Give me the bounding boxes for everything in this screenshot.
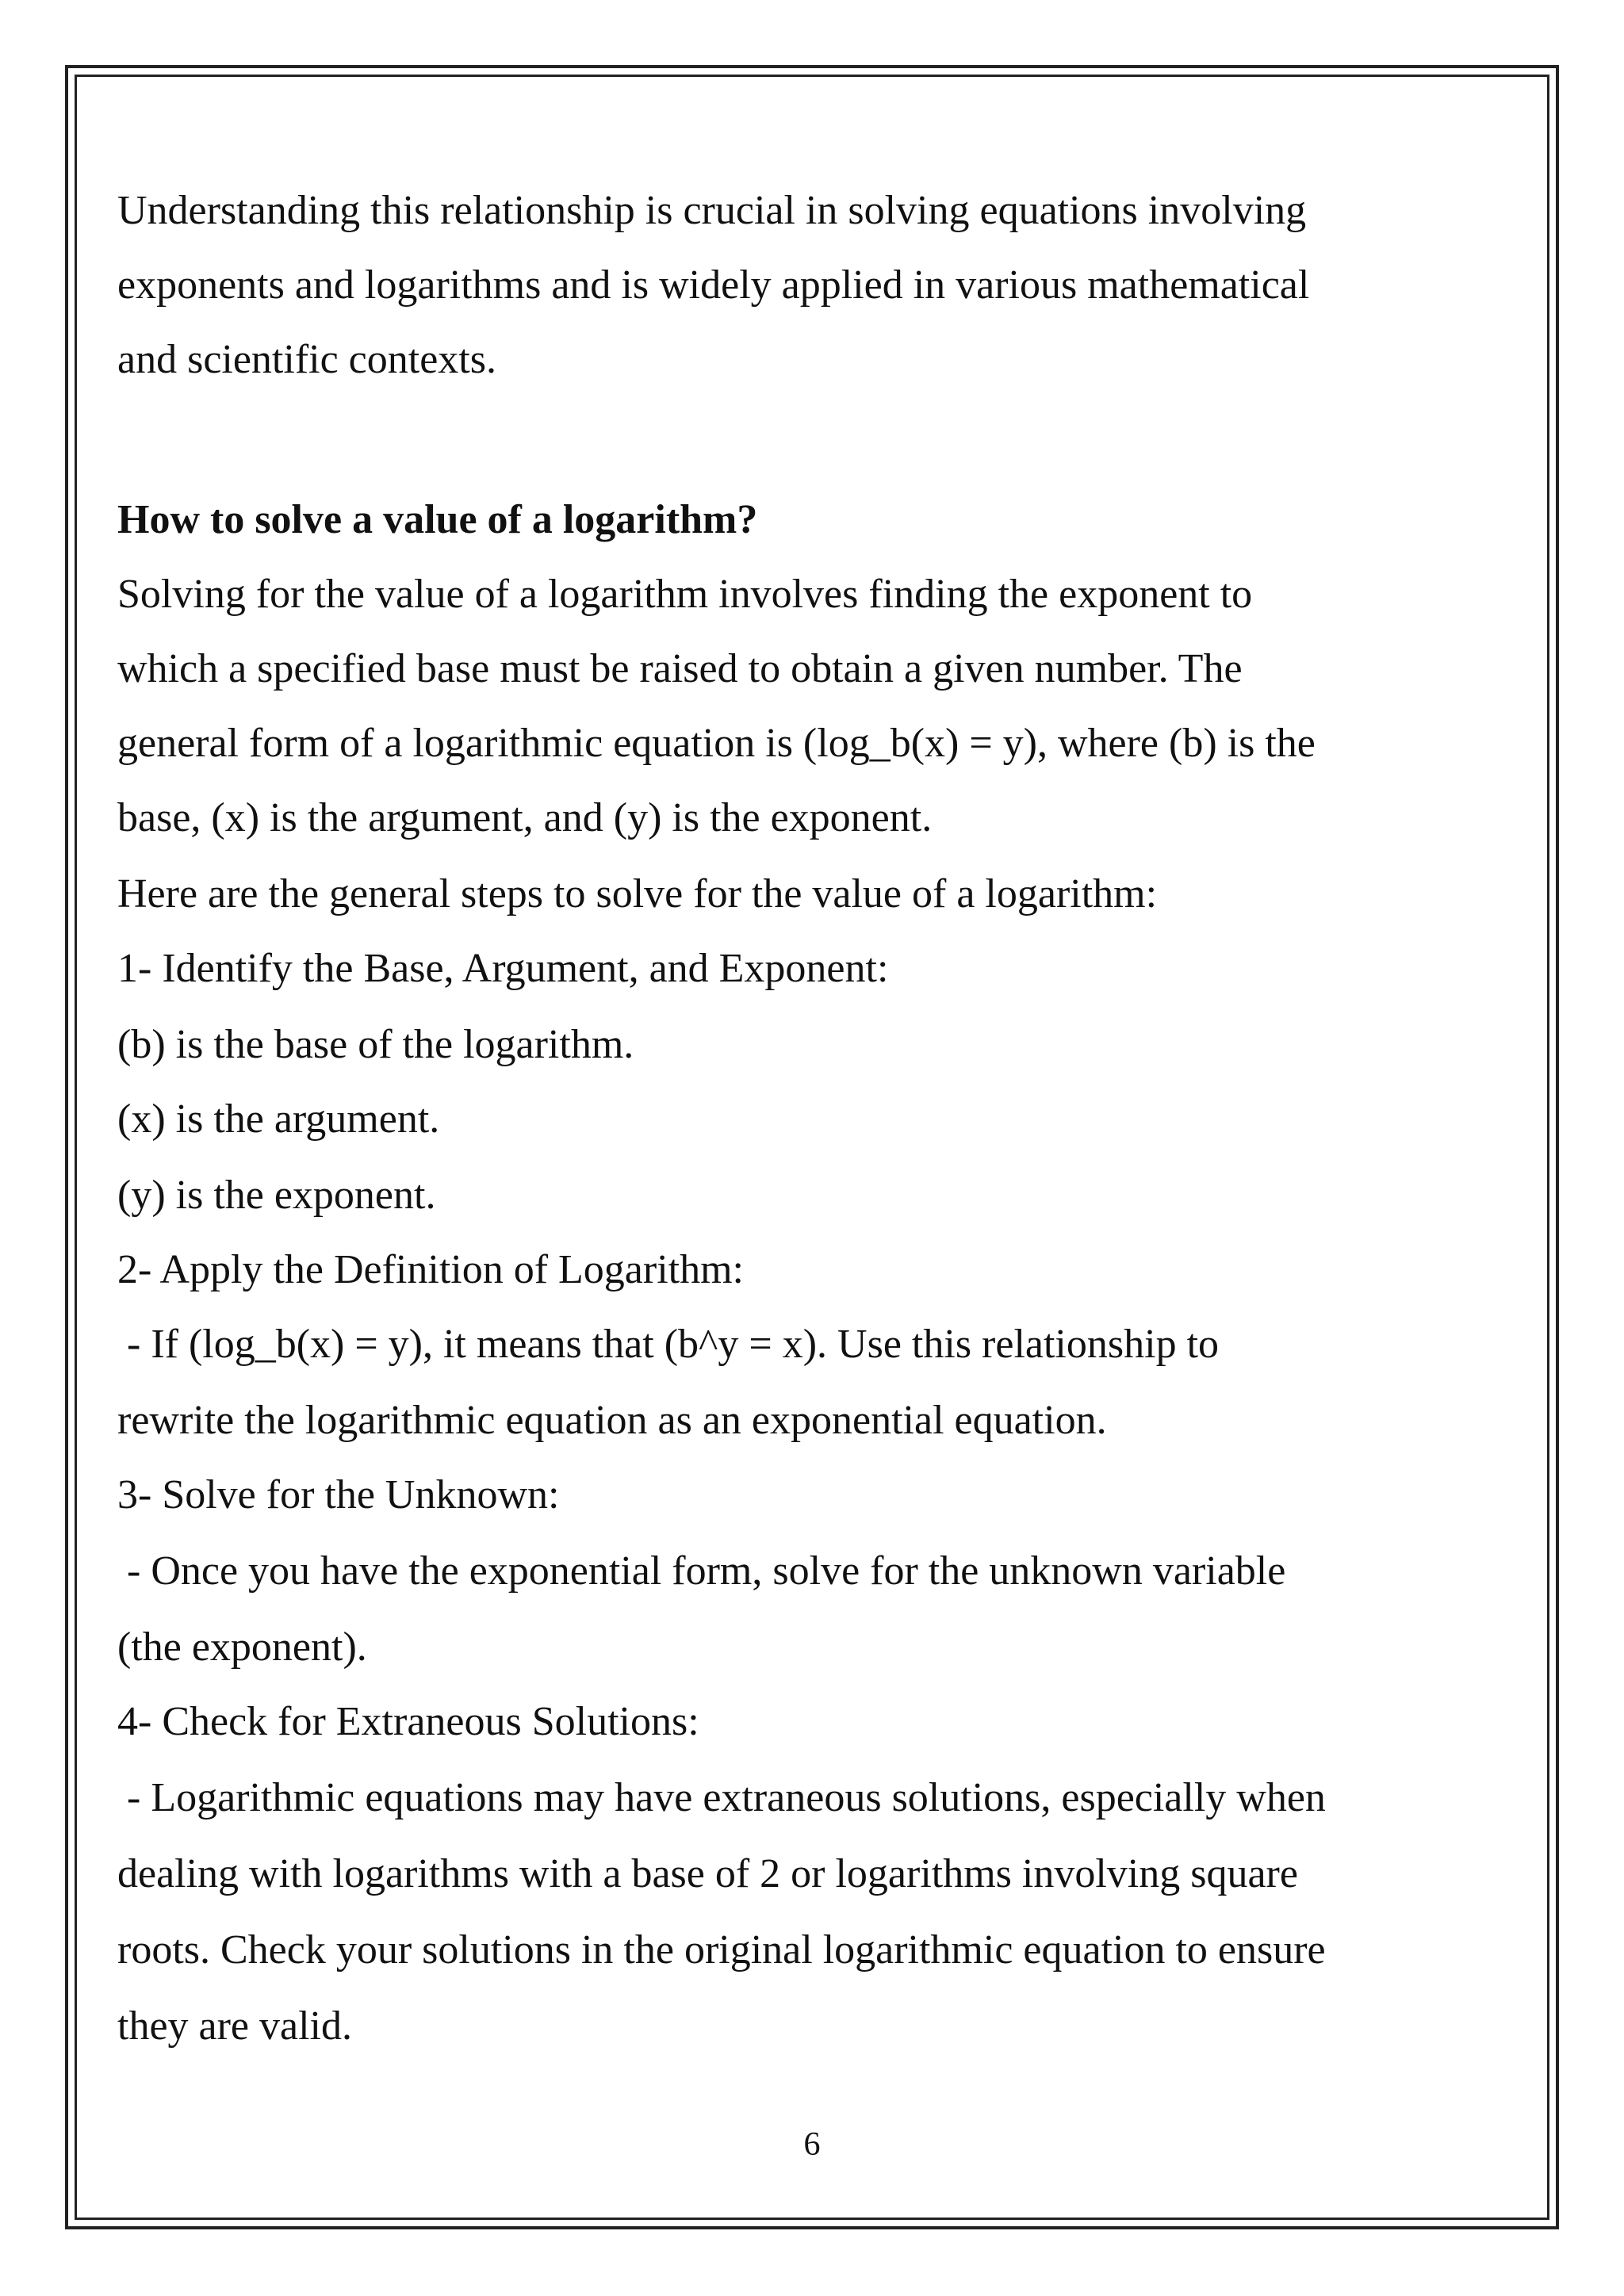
step1-item-argument: (x) is the argument. — [117, 1096, 440, 1142]
definition-line-1: Solving for the value of a logarithm involves finding the exponent to — [117, 572, 1253, 617]
step1-item-exponent: (y) is the exponent. — [117, 1173, 436, 1218]
intro-line-1: Understanding this relationship is crucial in solving equations involving — [117, 188, 1307, 233]
step3-continuation: (the exponent). — [117, 1624, 367, 1670]
page-number: 6 — [803, 2126, 821, 2163]
intro-line-3: and scientific contexts. — [117, 337, 496, 382]
step1-title: 1- Identify the Base, Argument, and Exponent: — [117, 946, 889, 991]
step2-title: 2- Apply the Definition of Logarithm: — [117, 1247, 744, 1292]
definition-line-4: base, (x) is the argument, and (y) is the exponent. — [117, 795, 933, 840]
step2-bullet: - If (log_b(x) = y), it means that (b^y = x). Use this relationship to — [127, 1322, 1220, 1367]
page-border-inner — [75, 75, 1549, 2220]
step4-title: 4- Check for Extraneous Solutions: — [117, 1699, 699, 1744]
step4-bullet: - Logarithmic equations may have extraneous solutions, especially when — [127, 1775, 1326, 1820]
step3-title: 3- Solve for the Unknown: — [117, 1472, 560, 1517]
intro-line-2: exponents and logarithms and is widely applied in various mathematical — [117, 262, 1310, 308]
definition-line-3: general form of a logarithmic equation is (log_b(x) = y), where (b) is the — [117, 721, 1316, 766]
step4-continuation-1: dealing with logarithms with a base of 2 or logarithms involving square — [117, 1851, 1298, 1896]
step1-item-base: (b) is the base of the logarithm. — [117, 1022, 634, 1067]
steps-intro: Here are the general steps to solve for the value of a logarithm: — [117, 871, 1158, 916]
definition-line-2: which a specified base must be raised to obtain a given number. The — [117, 646, 1243, 691]
step4-continuation-2: roots. Check your solutions in the original logarithmic equation to ensure — [117, 1927, 1326, 1973]
section-heading: How to solve a value of a logarithm? — [117, 497, 758, 542]
step4-continuation-3: they are valid. — [117, 2003, 352, 2049]
step2-continuation: rewrite the logarithmic equation as an exponential equation. — [117, 1398, 1107, 1443]
step3-bullet: - Once you have the exponential form, solve for the unknown variable — [127, 1548, 1286, 1594]
